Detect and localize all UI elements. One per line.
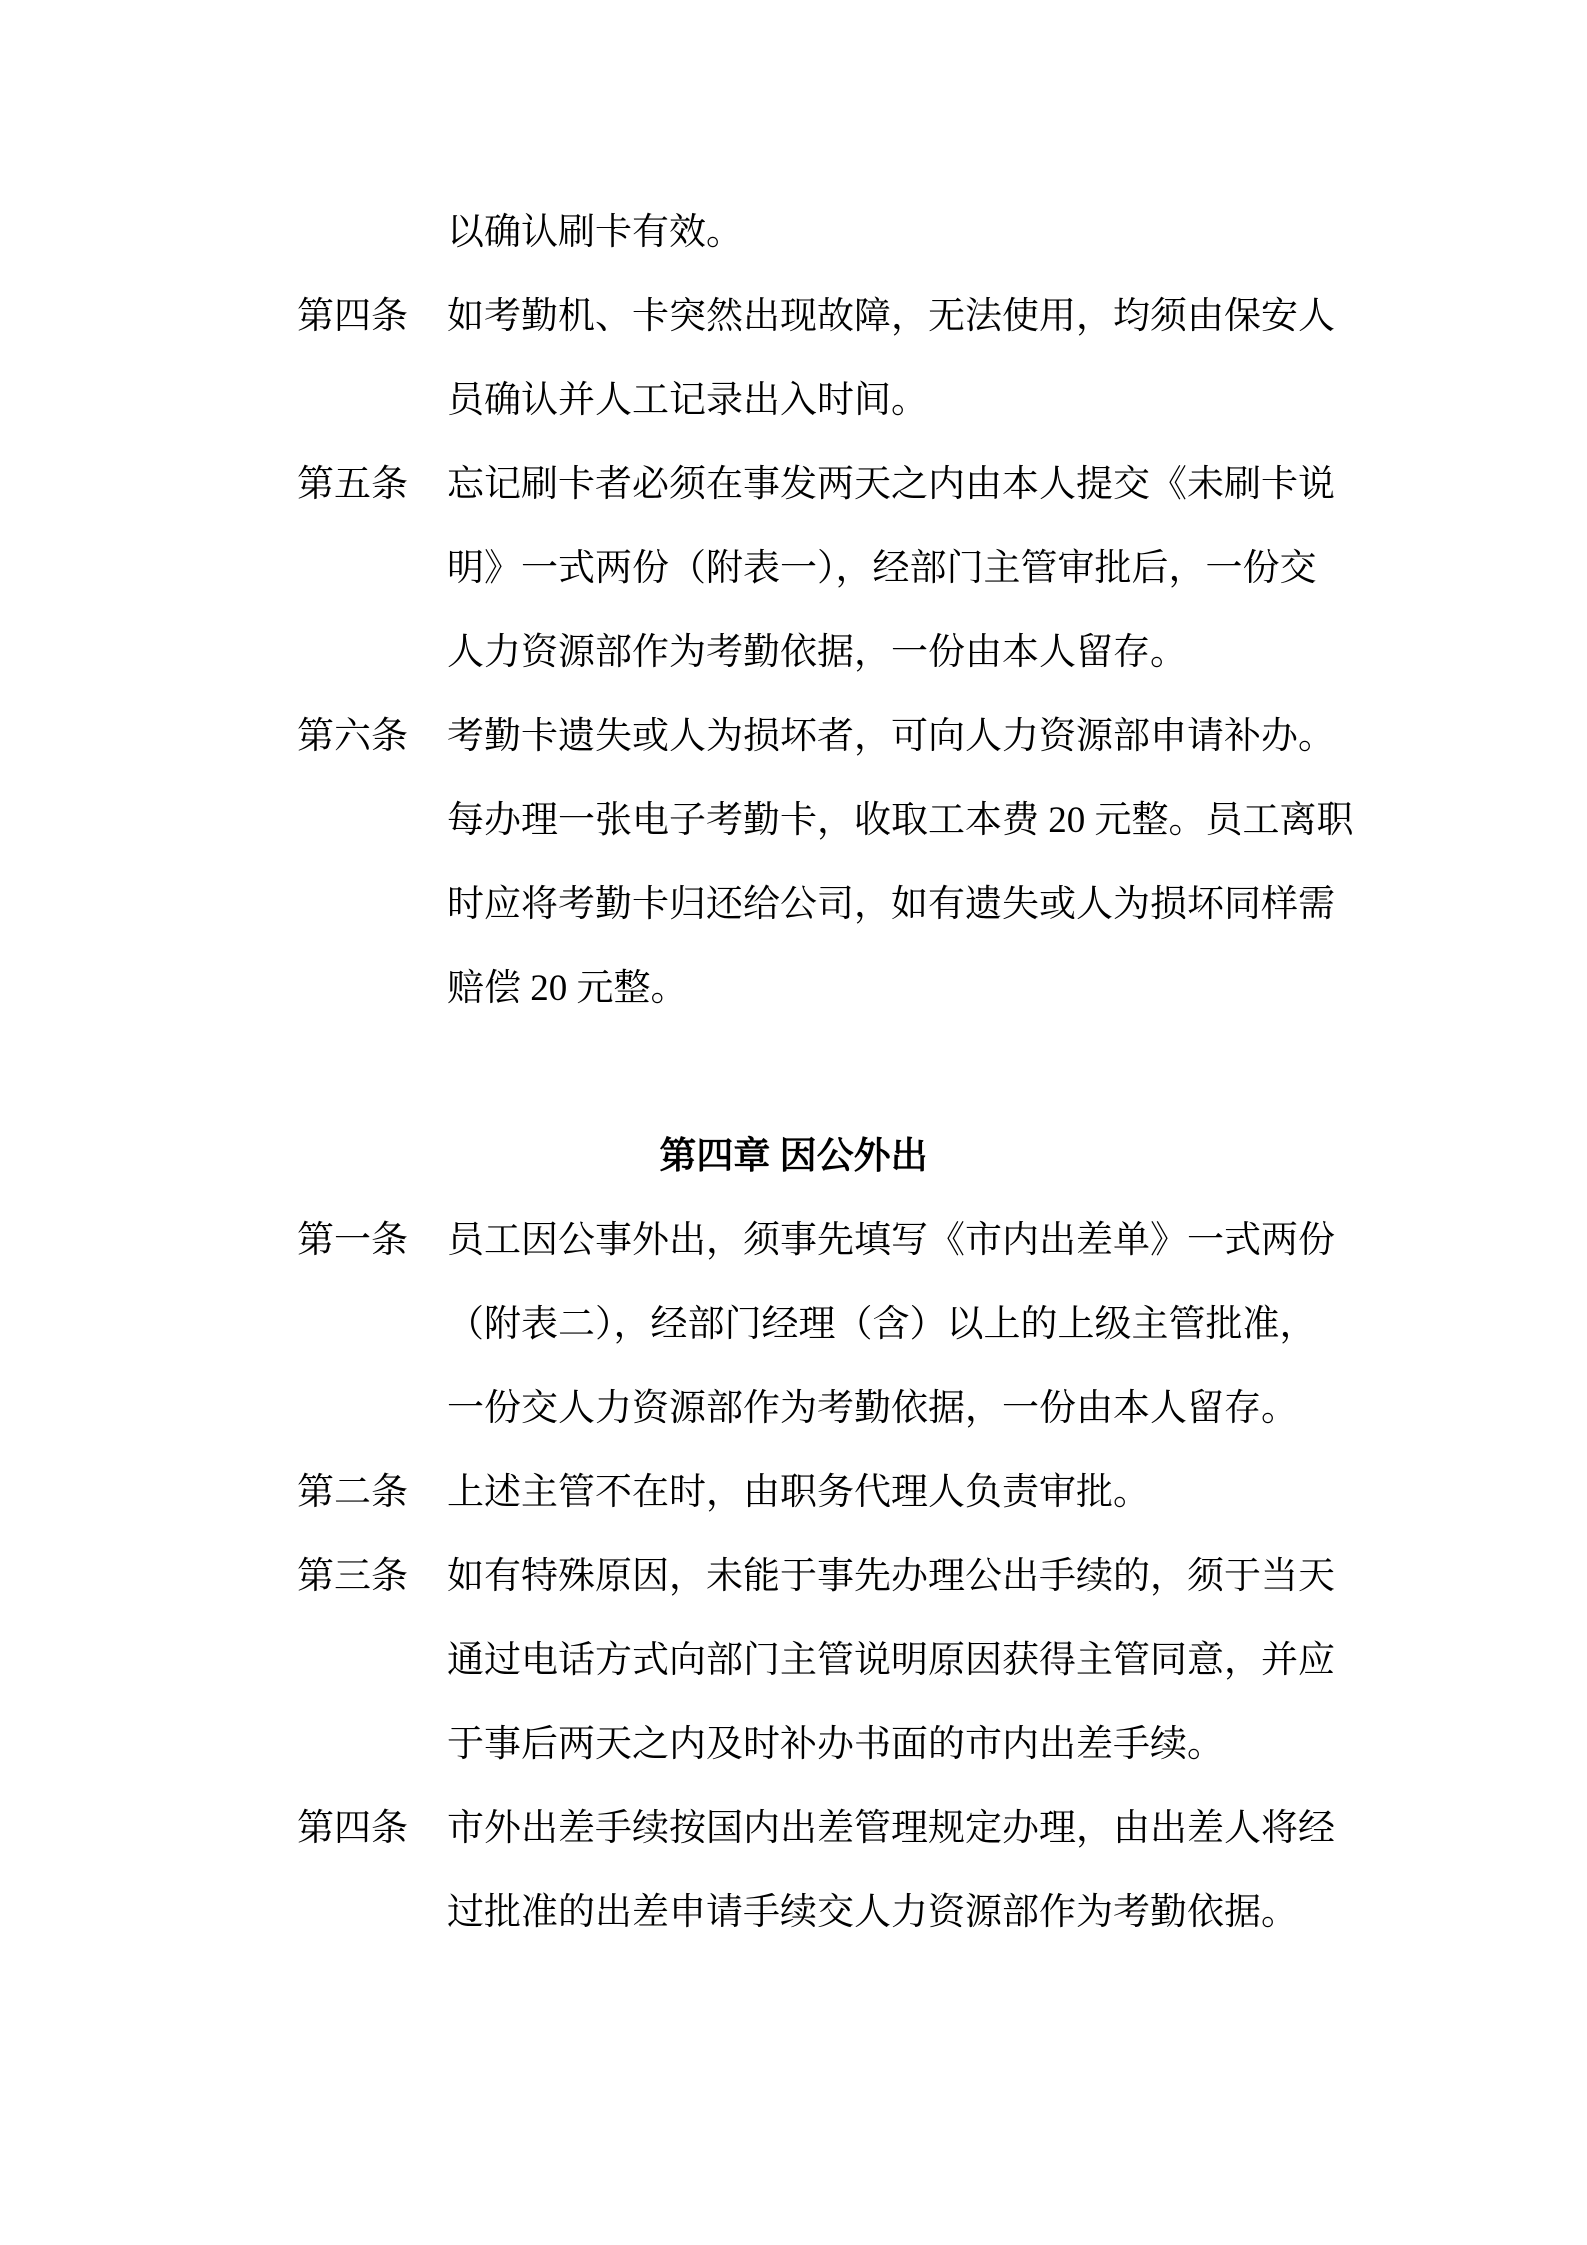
line-text: 通过电话方式向部门主管说明原因获得主管同意，并应 bbox=[447, 1640, 1335, 1681]
line-text: 一份交人力资源部作为考勤依据，一份由本人留存。 bbox=[447, 1388, 1298, 1429]
article-line bbox=[0, 1787, 1587, 1871]
article-line bbox=[0, 947, 1587, 1031]
article-line bbox=[0, 779, 1587, 863]
article-label: 第五条 bbox=[297, 464, 408, 505]
line-text: 人力资源部作为考勤依据，一份由本人留存。 bbox=[447, 632, 1187, 673]
article-line bbox=[0, 275, 1587, 359]
line-text: 过批准的出差申请手续交人力资源部作为考勤依据。 bbox=[447, 1892, 1298, 1933]
article-line bbox=[0, 1535, 1587, 1619]
line-text: 忘记刷卡者必须在事发两天之内由本人提交《未刷卡说 bbox=[447, 464, 1335, 505]
line-text: 每办理一张电子考勤卡，收取工本费 20 元整。员工离职 bbox=[447, 800, 1354, 841]
article-line bbox=[0, 863, 1587, 947]
article-line bbox=[0, 359, 1587, 443]
line-text: 赔偿 20 元整。 bbox=[447, 968, 688, 1009]
article-line bbox=[0, 443, 1587, 527]
article-line bbox=[0, 611, 1587, 695]
line-text: 时应将考勤卡归还给公司，如有遗失或人为损坏同样需 bbox=[447, 884, 1335, 925]
line-text: 于事后两天之内及时补办书面的市内出差手续。 bbox=[447, 1724, 1224, 1765]
article-line bbox=[0, 1283, 1587, 1367]
article-line bbox=[0, 1367, 1587, 1451]
line-text: 以确认刷卡有效。 bbox=[447, 212, 743, 253]
article-label: 第三条 bbox=[297, 1556, 408, 1597]
article-line bbox=[0, 1451, 1587, 1535]
article-line bbox=[0, 695, 1587, 779]
article-label: 第四条 bbox=[297, 1808, 408, 1849]
line-text: 市外出差手续按国内出差管理规定办理，由出差人将经 bbox=[447, 1808, 1335, 1849]
line-text: （附表二），经部门经理（含）以上的上级主管批准， bbox=[447, 1304, 1317, 1345]
line-text: 上述主管不在时，由职务代理人负责审批。 bbox=[447, 1472, 1150, 1513]
line-text: 如考勤机、卡突然出现故障，无法使用，均须由保安人 bbox=[447, 296, 1335, 337]
article-line bbox=[0, 1199, 1587, 1283]
line-text: 员确认并人工记录出入时间。 bbox=[447, 380, 928, 421]
line-text: 员工因公事外出，须事先填写《市内出差单》一式两份 bbox=[447, 1220, 1335, 1261]
article-line bbox=[0, 1619, 1587, 1703]
article-label: 第四条 bbox=[297, 296, 408, 337]
line-text: 如有特殊原因，未能于事先办理公出手续的，须于当天 bbox=[447, 1556, 1335, 1597]
line-text: 明》一式两份（附表一），经部门主管审批后，一份交 bbox=[447, 548, 1317, 589]
article-line bbox=[0, 191, 1587, 275]
chapter-heading: 第四章 因公外出 bbox=[659, 1136, 928, 1177]
line-text: 考勤卡遗失或人为损坏者，可向人力资源部申请补办。 bbox=[447, 716, 1335, 757]
article-line bbox=[0, 527, 1587, 611]
article-line bbox=[0, 1871, 1587, 1955]
article-label: 第六条 bbox=[297, 716, 408, 757]
article-line bbox=[0, 1703, 1587, 1787]
article-label: 第一条 bbox=[297, 1220, 408, 1261]
article-label: 第二条 bbox=[297, 1472, 408, 1513]
